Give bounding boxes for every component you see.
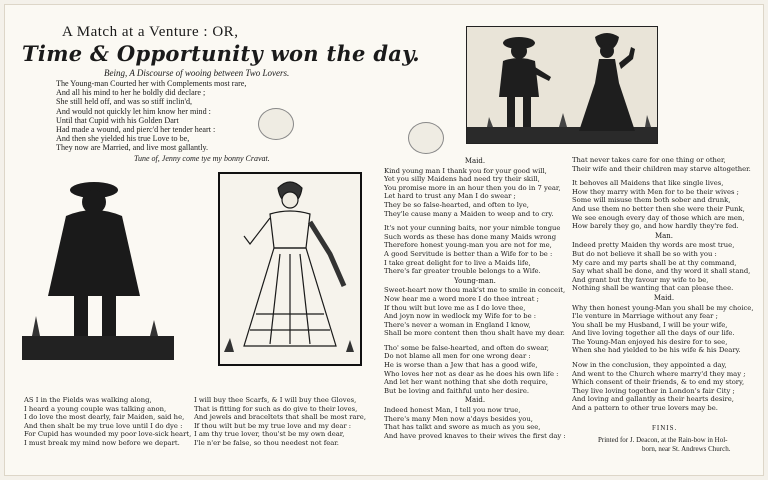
- man-figure: [499, 37, 551, 127]
- ballad-line: I will buy thee Scarfs, & I will buy thee Gloves,: [194, 396, 357, 404]
- finis-mark: FINIS.: [652, 424, 678, 432]
- ballad-line: The Young-Man enjoyed his desire for to see,: [572, 337, 728, 346]
- ballad-line: Sweet-heart now thou mak'st me to smile in conceit,: [384, 286, 566, 295]
- ballad-line: There's far greater trouble belongs to a Wife.: [384, 267, 541, 276]
- ballad-line: I'le n'er be false, so thou needest not fear.: [194, 438, 339, 447]
- speaker-label: Young-man.: [454, 276, 496, 285]
- ballad-line: Such words as these has done many Maids wrong: [384, 232, 557, 241]
- ballad-line: Shall be more content then thou shalt have my dear.: [384, 329, 565, 338]
- ballad-line: And joyn now in wedlock my Wife for to be :: [384, 312, 537, 321]
- title-line-1: A Match at a Venture : OR,: [62, 24, 239, 40]
- verse-line: They now are Married, and live most gallantly.: [56, 143, 209, 153]
- title-line-2: Time & Opportunity won the day.: [22, 41, 420, 66]
- ballad-line: They'le cause many a Maiden to weep and to cry.: [384, 209, 554, 218]
- ballad-line: A good Servitude is better than a Wife for to be :: [384, 249, 553, 258]
- ballad-line: And use them no better then she were their Punk,: [572, 204, 745, 213]
- ballad-line: Now hear me a word more I do thee intreat ;: [384, 294, 539, 303]
- ballad-line: When she had yielded to be his wife & his Deary.: [572, 346, 741, 355]
- ballad-line: He is worse than a Jew that has a good wife,: [384, 361, 538, 370]
- ballad-line: It's not your cunning baits, nor your nimble tongue: [384, 224, 561, 233]
- woman-figure: [579, 33, 635, 131]
- ballad-line: There's many Men now a'days besides you,: [384, 414, 533, 423]
- ballad-line: We see enough every day of those which are men,: [572, 213, 745, 222]
- ballad-line: They be so false-hearted, and often to lye,: [384, 200, 529, 209]
- cloaked-man-illustration: [22, 176, 174, 360]
- ballad-line: You promise more in an hour then you do in 7 year,: [384, 183, 561, 192]
- verse-line: Had made a wound, and pierc'd her tender heart :: [56, 125, 216, 135]
- ballad-column-center: [384, 156, 566, 440]
- woodcut-couple: [466, 26, 658, 144]
- ballad-line: Some will misuse them both sober and drunk,: [572, 196, 731, 205]
- ballad-line: Which consent of their friends, & to end my story,: [572, 378, 745, 387]
- imprint-line: Printed for J. Deacon, at the Rain-bow in Hol-: [598, 436, 728, 444]
- subtitle: Being, A Discourse of wooing between Two Lovers.: [104, 68, 290, 78]
- ballad-line: And loving and gallantly as their hearts desire,: [572, 395, 734, 404]
- verse-line: And then she yielded his true Love to be,: [56, 134, 190, 144]
- ballad-line: Let hard to trust any Man I do swear ;: [384, 192, 516, 201]
- ballad-line: How barely they go, and how hardly they're fed.: [572, 222, 739, 231]
- intro-verse: [56, 79, 246, 153]
- ballad-line: I am thy true lover, thou'st be my own dear,: [194, 430, 345, 439]
- ballad-line: You shall be my Husband, I will be your wife,: [572, 320, 728, 329]
- speaker-label: Maid.: [464, 396, 486, 405]
- ballad-line: It behoves all Maidens that like single lives,: [572, 179, 724, 188]
- verse-line: The Young-man Courted her with Complements most rare,: [56, 79, 247, 88]
- ballad-line: They live loving together in London's fair City ;: [572, 386, 735, 395]
- ballad-line: I do love the most dearly, fair Maiden, said he,: [24, 413, 185, 422]
- ballad-line: And jewels and braceltets that shall be most rare,: [194, 413, 366, 422]
- printer-imprint: [598, 436, 762, 454]
- ballad-column-right: [572, 156, 756, 413]
- speaker-label: Maid.: [653, 293, 675, 302]
- ballad-line: If thou wilt but love me as I do love thee,: [384, 303, 526, 312]
- ballad-line: Therefore honest young-man you are not for me,: [384, 241, 552, 250]
- ballad-line: Indeed honest Man, I tell you now true,: [384, 406, 521, 415]
- tune-line: Tune of, Jenny come tye my bonny Cravat.: [134, 154, 270, 163]
- ballad-line: Their wife and their children may starve altogether.: [572, 164, 751, 173]
- verse-line: She still held off, and was so stiff inclin'd,: [56, 97, 193, 107]
- speaker-label: Man.: [654, 231, 674, 240]
- couple-illustration: [467, 27, 657, 143]
- library-stamp: [408, 122, 444, 154]
- ballad-line: Do not blame all men for one wrong dear :: [384, 352, 531, 361]
- ballad-line: And then shalt be my true love until I do dye :: [24, 421, 183, 430]
- woodcut-cloaked-man: [22, 176, 174, 360]
- ballad-line: And have proved knaves to their wives the first day :: [384, 431, 566, 440]
- ballad-line: For Cupid has wounded my poor love-sick heart,: [24, 430, 192, 439]
- ballad-column-left: [24, 396, 200, 448]
- verse-line: And all his mind to her he boldly did declare ;: [56, 88, 206, 98]
- ballad-line: Yet you silly Maidens had need try their skill,: [384, 175, 540, 184]
- broadside-sheet: [4, 4, 764, 476]
- ballad-line: That is fitting for such as do give to their loves,: [194, 404, 358, 413]
- ballad-line: Kind young man I thank you for your good will,: [384, 166, 547, 175]
- library-stamp: [258, 108, 294, 140]
- ballad-line: But do not believe it shall be so with you :: [572, 249, 717, 258]
- ballad-line: And let her want nothing that she doth require,: [384, 378, 548, 387]
- ballad-line: Who loves her not as dear as he does his own life :: [384, 369, 559, 378]
- woodcut-lady: [218, 172, 362, 366]
- ballad-line: That never takes care for one thing or other,: [572, 156, 726, 164]
- ballad-line: Now in the conclusion, they appointed a day,: [572, 361, 727, 370]
- verse-line: Until that Cupid with his Golden Dart: [56, 115, 179, 125]
- ballad-line: If thou wilt but be my true love and my dear :: [194, 421, 352, 430]
- ballad-line: AS I in the Fields was walking along,: [24, 396, 152, 404]
- ballad-line: That has talkt and swore as much as you see,: [384, 423, 541, 432]
- imprint-line: born, near St. Andrews Church.: [642, 445, 731, 453]
- ballad-line: I take great delight for to live a Maids life,: [384, 258, 531, 267]
- ballad-line: But be loving and faithful unto her desire.: [384, 386, 530, 395]
- ballad-line: Indeed pretty Maiden thy words are most true,: [572, 241, 735, 250]
- ballad-line: My care and my parts shall be at thy command,: [572, 258, 737, 267]
- ballad-line: There's never a woman in England I know,: [384, 320, 531, 329]
- ballad-line: Nothing shall be wanting that can please thee.: [572, 284, 734, 293]
- lady-illustration: [220, 174, 360, 364]
- verse-line: And would not quickly let him know her mind :: [56, 106, 211, 116]
- ballad-line: And live loving together all the days of our life.: [572, 329, 735, 338]
- ballad-column-mid: [194, 396, 370, 448]
- ballad-line: I must break my mind now before we depart.: [24, 438, 180, 447]
- ballad-line: And a pattern to other true lovers may be.: [572, 404, 718, 413]
- ballad-line: Say what shall be done, and thy word it shall stand,: [572, 267, 751, 276]
- ballad-line: I'le venture in Marriage without any fear ;: [572, 312, 718, 321]
- ballad-line: How they marry with Men for to be their wives ;: [572, 187, 739, 196]
- ballad-line: Tho' some be false-hearted, and often do swear,: [384, 343, 549, 352]
- ballad-line: Why then honest young-Man you shall be my choice,: [572, 303, 754, 312]
- speaker-label: Maid.: [464, 157, 486, 165]
- ballad-line: And grant but thy favour my wife to be,: [572, 275, 709, 284]
- ballad-line: I heard a young couple was talking anon,: [24, 404, 167, 413]
- ballad-line: And went to the Church where marry'd they may ;: [572, 369, 746, 378]
